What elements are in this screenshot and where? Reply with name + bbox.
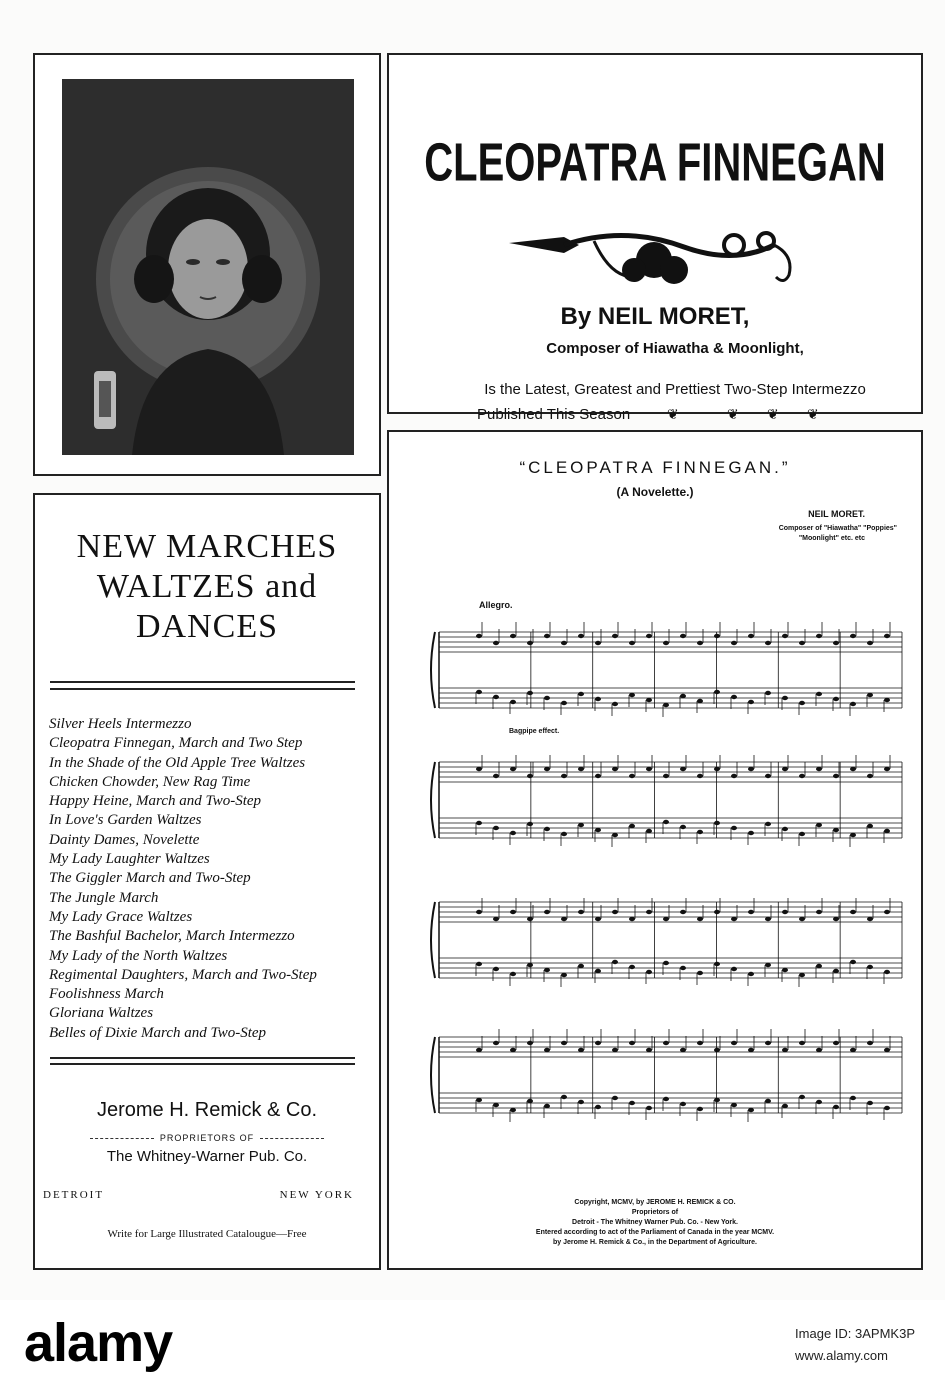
composer-credit: Composer of Hiawatha & Moonlight,	[546, 340, 804, 357]
leaf-ornament-icon: ❦	[727, 408, 739, 423]
leaf-ornament-icon: ❦	[807, 408, 819, 423]
tagline-continued: Published This Season	[477, 406, 631, 423]
divider	[50, 688, 355, 690]
copyright-line: Proprietors of	[631, 1209, 679, 1216]
dashed-rule	[90, 1138, 154, 1139]
byline: By NEIL MORET,	[560, 303, 750, 330]
list-item: Regimental Daughters, March and Two-Step	[49, 966, 317, 983]
city-detroit: DETROIT	[43, 1189, 105, 1201]
heading-line: DANCES	[135, 608, 279, 645]
copyright-line: Detroit - The Whitney Warner Pub. Co. - New York.	[572, 1219, 738, 1226]
portrait-illustration	[62, 79, 354, 455]
copyright-notice	[389, 1198, 921, 1248]
cover-portrait-image	[62, 79, 354, 455]
song-title: CLEOPATRA FINNEGAN	[424, 133, 886, 193]
list-item: My Lady Grace Waltzes	[49, 908, 193, 925]
divider	[50, 681, 355, 683]
list-item: Gloriana Waltzes	[49, 1005, 154, 1022]
whitney-warner: The Whitney-Warner Pub. Co.	[106, 1148, 308, 1165]
effect-marking: Bagpipe effect.	[509, 728, 560, 735]
list-item: The Giggler March and Two-Step	[49, 870, 251, 887]
catalogue-heading	[35, 527, 379, 647]
leaf-ornament-icon: ❦	[767, 408, 779, 423]
publisher-name: Jerome H. Remick & Co.	[96, 1099, 318, 1121]
list-item: In the Shade of the Old Apple Tree Waltzes	[49, 754, 306, 771]
city-new-york: NEW YORK	[279, 1189, 354, 1201]
music-composer: NEIL MORET.	[808, 509, 865, 519]
divider	[50, 1057, 355, 1059]
list-item: My Lady of the North Waltzes	[49, 947, 228, 964]
catalogue-list	[49, 715, 317, 1043]
music-subtitle: (A Novelette.)	[616, 485, 694, 499]
list-item: Chicken Chowder, New Rag Time	[49, 773, 251, 790]
list-item: Foolishness March	[49, 986, 164, 1003]
title-panel	[387, 53, 923, 423]
catalogue-panel	[33, 493, 381, 1270]
copyright-line: by Jerome H. Remick & Co., in the Department of Agriculture.	[553, 1239, 757, 1246]
list-item: Belles of Dixie March and Two-Step	[49, 1024, 267, 1041]
catalogue-offer: Write for Large Illustrated Catalougue—Free	[107, 1228, 307, 1240]
alamy-logo: alamy	[24, 1313, 173, 1373]
list-item: Cleopatra Finnegan, March and Two Step	[49, 735, 303, 752]
heading-line: WALTZES and	[96, 568, 318, 605]
music-credits	[727, 524, 897, 544]
list-item: In Love's Garden Waltzes	[49, 812, 202, 829]
leaf-ornament-icon: ❦	[667, 408, 679, 423]
heading-line: NEW MARCHES	[76, 528, 338, 565]
proprietors-label	[90, 1133, 324, 1143]
staff-systems	[431, 622, 902, 1122]
vine-ornament-icon	[504, 215, 804, 295]
tempo-marking: Allegro.	[479, 600, 513, 610]
dashed-rule	[260, 1138, 324, 1139]
divider	[50, 1063, 355, 1065]
list-item: The Bashful Bachelor, March Intermezzo	[49, 928, 295, 945]
list-item: Silver Heels Intermezzo	[49, 716, 192, 732]
music-score	[407, 612, 917, 1152]
image-id: Image ID: 3APMK3P	[795, 1326, 915, 1341]
cover-portrait-panel	[33, 53, 381, 476]
site-url: www.alamy.com	[795, 1348, 888, 1363]
sheet-music-panel	[387, 430, 923, 1270]
list-item: Happy Heine, March and Two-Step	[49, 793, 262, 810]
list-item: My Lady Laughter Waltzes	[49, 851, 210, 868]
tagline: Is the Latest, Greatest and Prettiest Two-Step Intermezzo	[484, 381, 866, 398]
proprietors-text: PROPRIETORS OF	[159, 1133, 255, 1143]
list-item: Dainty Dames, Novelette	[49, 831, 200, 848]
music-title: “CLEOPATRA FINNEGAN.”	[519, 458, 791, 477]
copyright-line: Entered according to act of the Parliament of Canada in the year MCMV.	[535, 1229, 775, 1236]
copyright-line: Copyright, MCMV, by JEROME H. REMICK & CO.	[574, 1199, 736, 1206]
list-item: The Jungle March	[49, 889, 159, 906]
stock-info	[795, 1323, 915, 1367]
credits-line: Composer of "Hiawatha" "Poppies"	[778, 525, 897, 532]
credits-line: "Moonlight" etc. etc	[798, 535, 865, 542]
